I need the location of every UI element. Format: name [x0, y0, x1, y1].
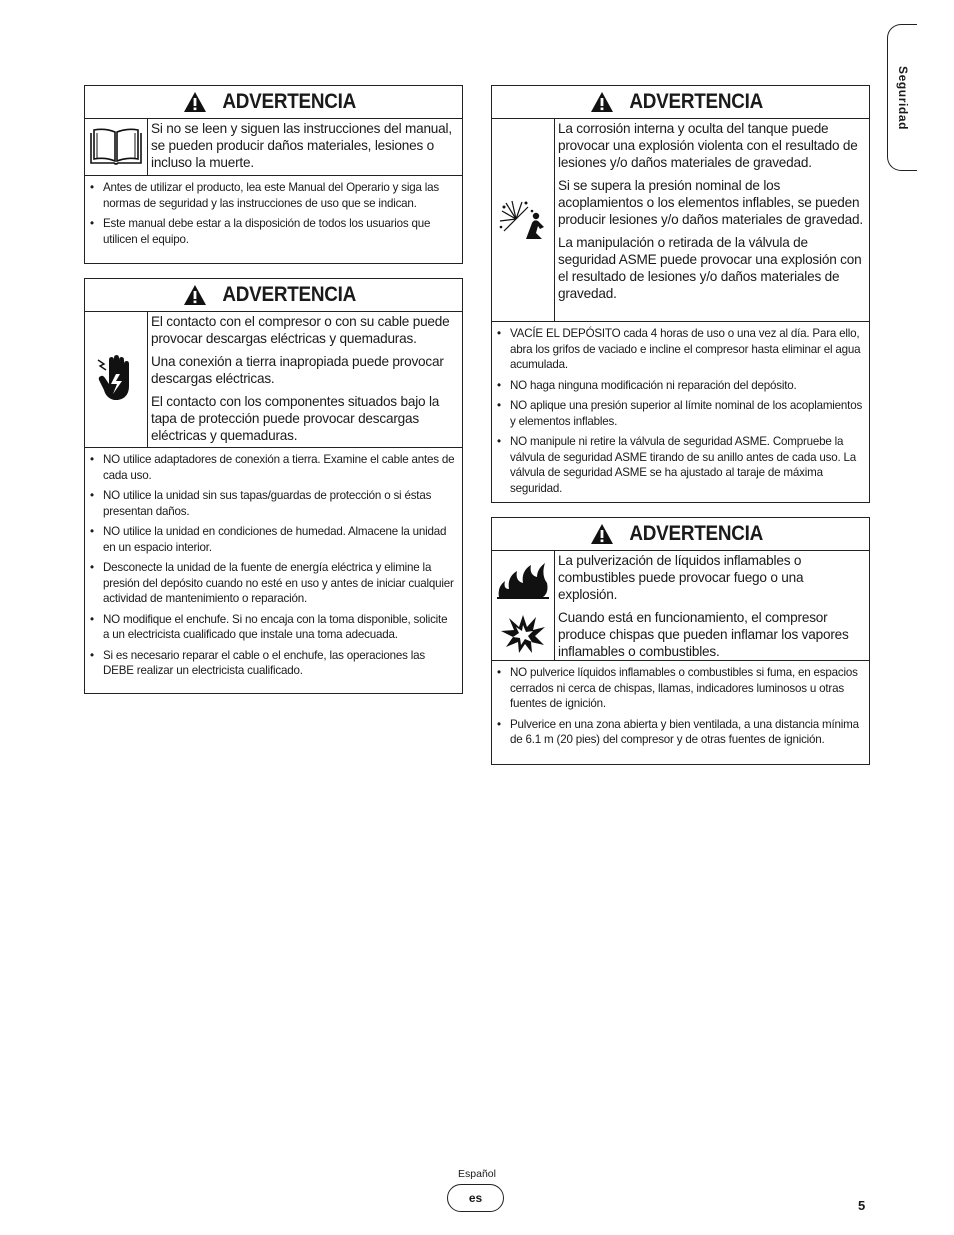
list-item: • Este manual debe estar a la disposición de todos los usuarios que utilicen el equipo. [103, 216, 456, 247]
warning-text: El contacto con el compresor o con su cable puede provocar descargas eléctricas y quemaduras. [151, 314, 450, 346]
language-label: Español [458, 1168, 496, 1180]
list-item: • NO modifique el enchufe. Si no encaja con la toma disponible, solicite a un electricista cualificado que instale una toma adecuada. [103, 612, 456, 643]
list-item: • VACÍE EL DEPÓSITO cada 4 horas de uso o una vez al día. Para ello, abra los grifos de vaciado e incline el compresor hasta eliminar el agua acumulada. [510, 326, 863, 373]
list-item: • NO utilice la unidad en condiciones de humedad. Almacene la unidad en un espacio interior. [103, 524, 456, 555]
list-item: • NO pulverice líquidos inflamables o combustibles si fuma, en espacios cerrados ni cerca de chispas, llamas, indicadores luminosos u otras fuentes de ignición. [510, 665, 863, 712]
manual-book-icon [85, 119, 148, 175]
list-item: • NO utilice adaptadores de conexión a tierra. Examine el cable antes de cada uso. [103, 452, 456, 483]
language-code: es [468, 1191, 483, 1205]
warning-header [492, 518, 869, 551]
warning-header [85, 86, 462, 119]
list-item: • Desconecte la unidad de la fuente de energía eléctrica y elimine la presión del depósito cuando no esté en uso y antes de iniciar cualquier actividad de mantenimiento o reparación. [103, 560, 456, 607]
spark-burst-icon [500, 613, 546, 653]
warning-text: Cuando está en funcionamiento, el compresor produce chispas que pueden inflamar los vapores inflamables o combustibles. [558, 610, 849, 659]
warning-triangle-icon [183, 284, 207, 306]
electric-shock-hand-icon [85, 312, 148, 447]
warning-box-manual [84, 85, 463, 264]
warning-text: La pulverización de líquidos inflamables o combustibles puede provocar fuego o una explosión. [558, 553, 804, 602]
instruction-list [85, 176, 462, 251]
warning-triangle-icon [183, 91, 207, 113]
explosion-icon [492, 119, 555, 321]
warning-text: Una conexión a tierra inapropiada puede provocar descargas eléctricas. [151, 354, 444, 386]
warning-title: ADVERTENCIA [222, 283, 357, 306]
warning-title: ADVERTENCIA [629, 90, 764, 113]
warning-text: Si no se leen y siguen las instrucciones del manual, se pueden producir daños materiales, lesiones o incluso la muerte. [151, 121, 452, 170]
warning-header [85, 279, 462, 312]
list-item: • NO manipule ni retire la válvula de seguridad ASME. Compruebe la válvula de seguridad ASME tirando de su anillo antes de cada uso. La válvula de seguridad ASME se ha ajustado al taraje de máxima seguridad. [510, 434, 863, 496]
warning-text: La corrosión interna y oculta del tanque puede provocar una explosión violenta con el resultado de lesiones y/o daños materiales de gravedad. [558, 121, 858, 170]
warning-triangle-icon [590, 523, 614, 545]
list-item: • Si es necesario reparar el cable o el enchufe, las operaciones las DEBE realizar un electricista cualificado. [103, 648, 456, 679]
instruction-list [492, 661, 869, 752]
warning-title: ADVERTENCIA [222, 90, 357, 113]
page-number: 5 [858, 1198, 866, 1213]
list-item: • Pulverice en una zona abierta y bien ventilada, a una distancia mínima de 6.1 m (20 pies) del compresor y de otras fuentes de ignición. [510, 717, 863, 748]
warning-box-fire [491, 517, 870, 765]
language-code-badge[interactable] [447, 1184, 504, 1212]
list-item: • NO utilice la unidad sin sus tapas/guardas de protección o si éstas presentan daños. [103, 488, 456, 519]
list-item: • NO aplique una presión superior al límite nominal de los acoplamientos y elementos inflables. [510, 398, 863, 429]
warning-text: El contacto con los componentes situados bajo la tapa de protección puede provocar descargas eléctricas y quemaduras. [151, 394, 440, 443]
warning-title: ADVERTENCIA [629, 522, 764, 545]
list-item: • Antes de utilizar el producto, lea este Manual del Operario y siga las normas de seguridad y las instrucciones de uso que se indican. [103, 180, 456, 211]
warning-text: La manipulación o retirada de la válvula de seguridad ASME puede provocar una explosión con el resultado de lesiones y/o daños materiales de gravedad. [558, 235, 862, 301]
instruction-list [85, 448, 462, 683]
warning-text: Si se supera la presión nominal de los acoplamientos o los elementos inflables, se pueden producir lesiones y/o daños materiales de gravedad. [558, 178, 863, 227]
instruction-list [492, 322, 869, 500]
warning-box-electric [84, 278, 463, 694]
section-tab[interactable] [887, 24, 917, 171]
section-tab-label: Seguridad [895, 65, 910, 130]
list-item: • NO haga ninguna modificación ni reparación del depósito. [510, 378, 863, 394]
warning-triangle-icon [590, 91, 614, 113]
fire-icon [497, 559, 549, 599]
warning-box-explosion [491, 85, 870, 503]
warning-header [492, 86, 869, 119]
